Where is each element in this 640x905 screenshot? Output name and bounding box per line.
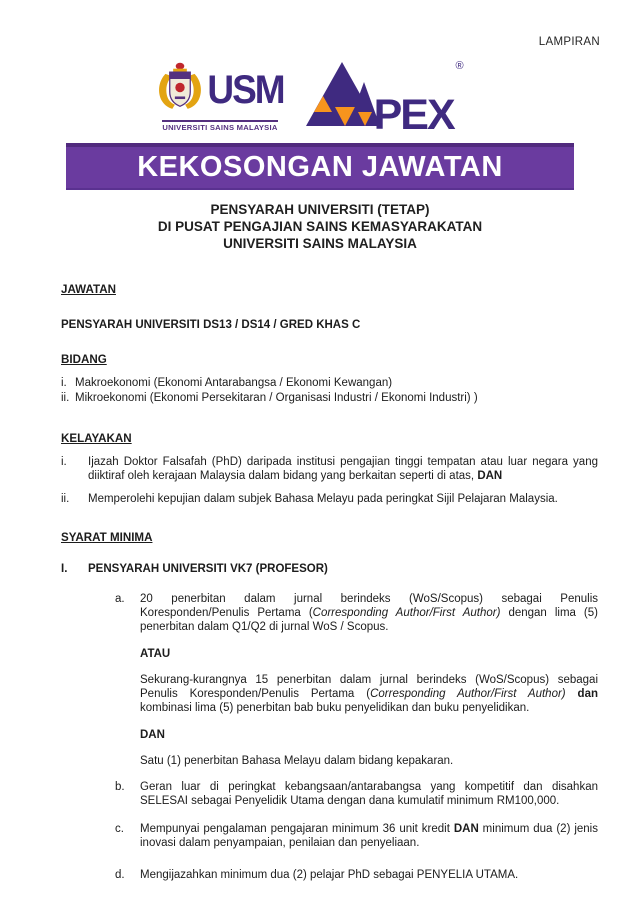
list-item-text: Mikroekonomi (Ekonomi Persekitaran / Organisasi Industri / Ekonomi Industri) ) (75, 392, 478, 404)
list-item-text (140, 592, 598, 768)
list-item-text (140, 868, 598, 882)
section-heading-bidang: BIDANG (61, 353, 107, 366)
role-heading (61, 562, 598, 576)
list-marker: c. (115, 823, 124, 835)
connector-heading-atau: ATAU (140, 648, 171, 660)
list-marker: I. (61, 563, 68, 575)
list-item-c (115, 822, 598, 850)
usm-logo-top (156, 61, 283, 119)
list-marker: d. (115, 869, 125, 881)
list-marker: a. (115, 593, 125, 605)
vacancy-banner (66, 143, 574, 190)
list-item-a (115, 592, 598, 768)
list-item-bidang-1 (61, 376, 598, 391)
vacancy-subtitle (0, 201, 640, 252)
paragraph: Geran luar di peringkat kebangsaan/antarabangsa yang kompetitif dan disahkan SELESAI sebagai Penyelidik Utama dengan dana kumulatif minimum RM100,000. (140, 781, 598, 807)
list-item-text (140, 780, 598, 808)
usm-wordmark: USM (207, 67, 284, 112)
subtitle-line-2: DI PUSAT PENGAJIAN SAINS KEMASYARAKATAN (157, 219, 483, 234)
list-marker: ii. (61, 493, 70, 505)
usm-caption: UNIVERSITI SAINS MALAYSIA (162, 120, 277, 132)
section-heading-kelayakan: KELAYAKAN (61, 432, 132, 445)
list-item-text (140, 822, 598, 850)
position-title: PENSYARAH UNIVERSITI DS13 / DS14 / GRED KHAS C (61, 319, 361, 331)
document-body (61, 275, 598, 882)
connector-heading-dan: DAN (140, 729, 165, 741)
role-title: PENSYARAH UNIVERSITI VK7 (PROFESOR) (88, 563, 328, 575)
list-item-d (115, 868, 598, 882)
list-item-text: Makroekonomi (Ekonomi Antarabangsa / Ekonomi Kewangan) (75, 377, 393, 389)
list-marker: b. (115, 781, 125, 793)
banner-title: KEKOSONGAN JAWATAN (137, 151, 503, 183)
paragraph: Mengijazahkan minimum dua (2) pelajar PhD sebagai PENYELIA UTAMA. (140, 869, 519, 881)
list-marker: i. (61, 456, 67, 468)
apex-logo (302, 60, 464, 139)
paragraph: Mempunyai pengalaman pengajaran minimum 36 unit kredit DAN minimum dua (2) jenis inovasi dalam penyampaian, penilaian dan penyeliaan. (140, 823, 598, 849)
usm-logo (156, 61, 283, 132)
paragraph: Sekurang-kurangnya 15 penerbitan dalam jurnal berindeks (WoS/Scopus) sebagai Penulis Koresponden/Penulis Pertama (Corresponding Author/First Author) dan kombinasi lima (5) penerbitan bab buku penyelidikan dan buku penyelidikan. (140, 674, 598, 714)
list-item-b (115, 780, 598, 808)
registered-trademark-icon: ® (455, 60, 464, 72)
list-item-kelayakan-2 (61, 492, 598, 506)
logo-row (0, 60, 620, 139)
list-item-text: Memperolehi kepujian dalam subjek Bahasa Melayu pada peringkat Sijil Pelajaran Malaysia. (88, 493, 558, 505)
list-marker: i. (61, 377, 67, 389)
sub-item-list (115, 592, 598, 882)
list-item-bidang-2 (61, 391, 598, 406)
subtitle-line-3: UNIVERSITI SAINS MALAYSIA (223, 236, 417, 251)
list-item-kelayakan-1 (61, 455, 598, 483)
apex-wordmark: PEX (373, 91, 454, 139)
section-heading-syarat-minima: SYARAT MINIMA (61, 531, 153, 544)
section-heading-jawatan: JAWATAN (61, 283, 116, 296)
usm-crest-icon (156, 61, 204, 119)
subtitle-line-1: PENSYARAH UNIVERSITI (TETAP) (210, 202, 430, 217)
paragraph: Satu (1) penerbitan Bahasa Melayu dalam bidang kepakaran. (140, 755, 454, 767)
list-item-text: Ijazah Doktor Falsafah (PhD) daripada institusi pengajian tinggi tempatan atau luar negara yang diiktiraf oleh kerajaan Malaysia dalam bidang yang berkaitan seperti di atas, DAN (88, 456, 598, 482)
paragraph: 20 penerbitan dalam jurnal berindeks (WoS/Scopus) sebagai Penulis Koresponden/Penulis Pertama (Corresponding Author/First Author) dengan lima (5) penerbitan dalam Q1/Q2 di jurnal WoS / Scopus. (140, 593, 598, 633)
list-marker: ii. (61, 392, 70, 404)
lampiran-label: LAMPIRAN (538, 36, 600, 48)
